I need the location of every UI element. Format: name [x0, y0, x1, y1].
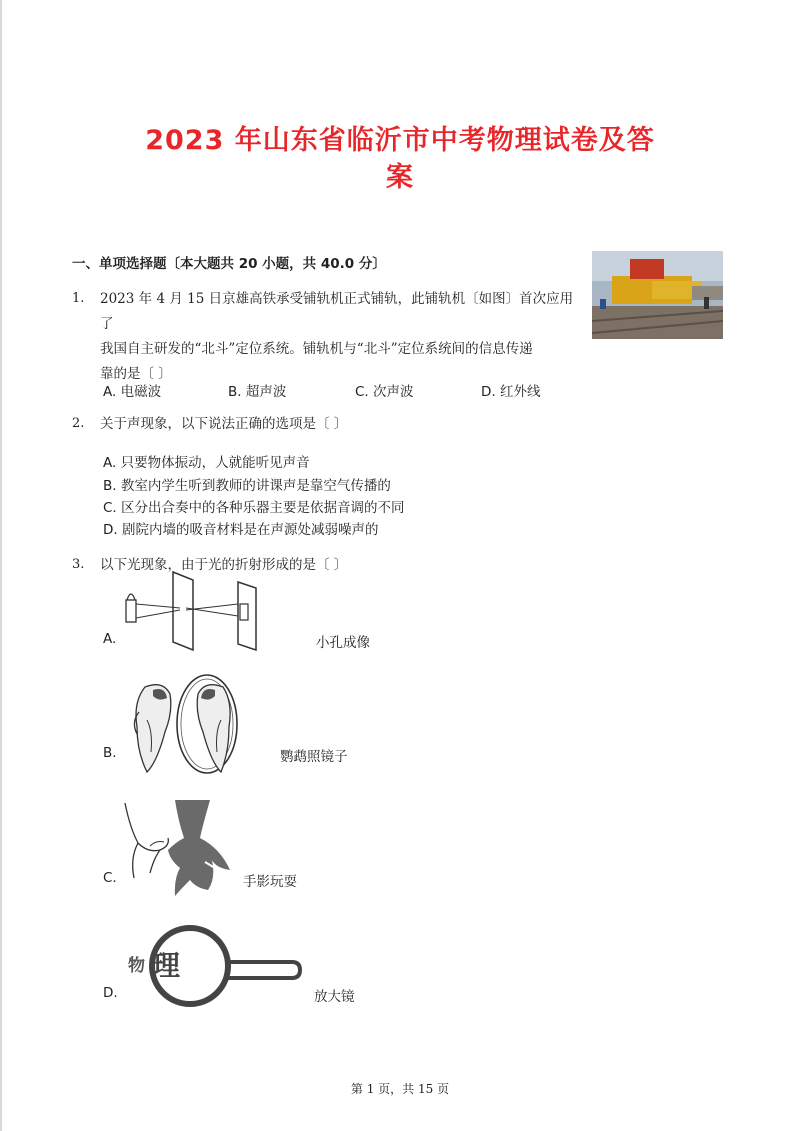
option-text: 区分出合奏中的各种乐器主要是依据音调的不同 [121, 500, 405, 516]
question-1-line-3: 靠的是〔 〕 [100, 366, 172, 382]
question-2-number: 2. [72, 416, 85, 431]
question-1-line-2: 我国自主研发的“北斗”定位系统。铺轨机与“北斗”定位系统间的信息传递 [100, 341, 533, 357]
page-title-line1: 2023 年山东省临沂市中考物理试卷及答 [145, 125, 655, 156]
option-label: A. [103, 455, 117, 471]
magnifier-figure [120, 918, 305, 1008]
section-heading: 一、单项选择题〔本大题共 20 小题，共 40.0 分〕 [72, 256, 386, 272]
question-2-option-c[interactable] [103, 496, 405, 516]
question-3-option-a-caption: 小孔成像 [316, 635, 370, 651]
option-label: B. [103, 745, 117, 761]
option-label: D. [103, 985, 118, 1001]
question-2-option-a[interactable] [103, 451, 310, 471]
option-label: C. [103, 500, 117, 516]
question-3-option-b[interactable] [103, 745, 117, 761]
question-3-text: 以下光现象，由于光的折射形成的是〔 〕 [100, 557, 348, 573]
option-label: D. [481, 384, 496, 400]
option-text: 电磁波 [120, 384, 162, 400]
question-3-option-d-caption: 放大镜 [314, 989, 355, 1005]
option-label: A. [103, 631, 117, 647]
option-text: 教室内学生听到教师的讲课声是靠空气传播的 [120, 478, 391, 494]
pinhole-imaging-figure [118, 570, 273, 652]
question-1-option-d[interactable] [481, 380, 540, 400]
option-label: C. [103, 870, 117, 886]
question-2-option-b[interactable] [103, 474, 391, 494]
question-2-text: 关于声现象，以下说法正确的选项是〔 〕 [100, 416, 348, 432]
question-1-text [100, 287, 585, 387]
question-1-option-a[interactable] [103, 380, 161, 400]
option-text: 次声波 [373, 384, 414, 400]
question-1-option-c[interactable] [355, 380, 414, 400]
option-text: 超声波 [245, 384, 287, 400]
question-3-option-c[interactable] [103, 870, 117, 886]
question-1-line-1: 2023 年 4 月 15 日京雄高铁承受铺轨机正式铺轨，此铺轨机〔如图〕首次应用了 [100, 291, 574, 332]
magnifier-text-large: 理 [152, 949, 181, 982]
question-3-option-d[interactable] [103, 985, 118, 1001]
page-title-line2: 案 [386, 162, 414, 193]
track-laying-machine-photo [592, 251, 723, 339]
option-text: 剧院内墙的吸音材料是在声源处减弱噪声的 [121, 522, 379, 538]
hand-shadow-figure [120, 798, 245, 898]
question-3-option-c-caption: 手影玩耍 [243, 874, 297, 890]
magnifier-text-small: 物 [128, 956, 145, 976]
option-text: 红外线 [499, 384, 541, 400]
question-3-option-a[interactable] [103, 631, 116, 647]
question-3-option-b-caption: 鹦鹉照镜子 [280, 749, 348, 765]
question-1-number: 1. [72, 291, 85, 306]
question-1-option-b[interactable] [228, 380, 286, 400]
option-label: A. [103, 384, 117, 400]
question-2-option-d[interactable] [103, 518, 378, 538]
parrot-mirror-figure [125, 672, 245, 777]
option-label: C. [355, 384, 369, 400]
option-text: 只要物体振动，人就能听见声音 [120, 455, 310, 471]
option-label: D. [103, 522, 118, 538]
question-3-number: 3. [72, 557, 85, 572]
option-label: B. [228, 384, 242, 400]
page-footer: 第 1 页，共 15 页 [350, 1082, 450, 1096]
option-label: B. [103, 478, 117, 494]
